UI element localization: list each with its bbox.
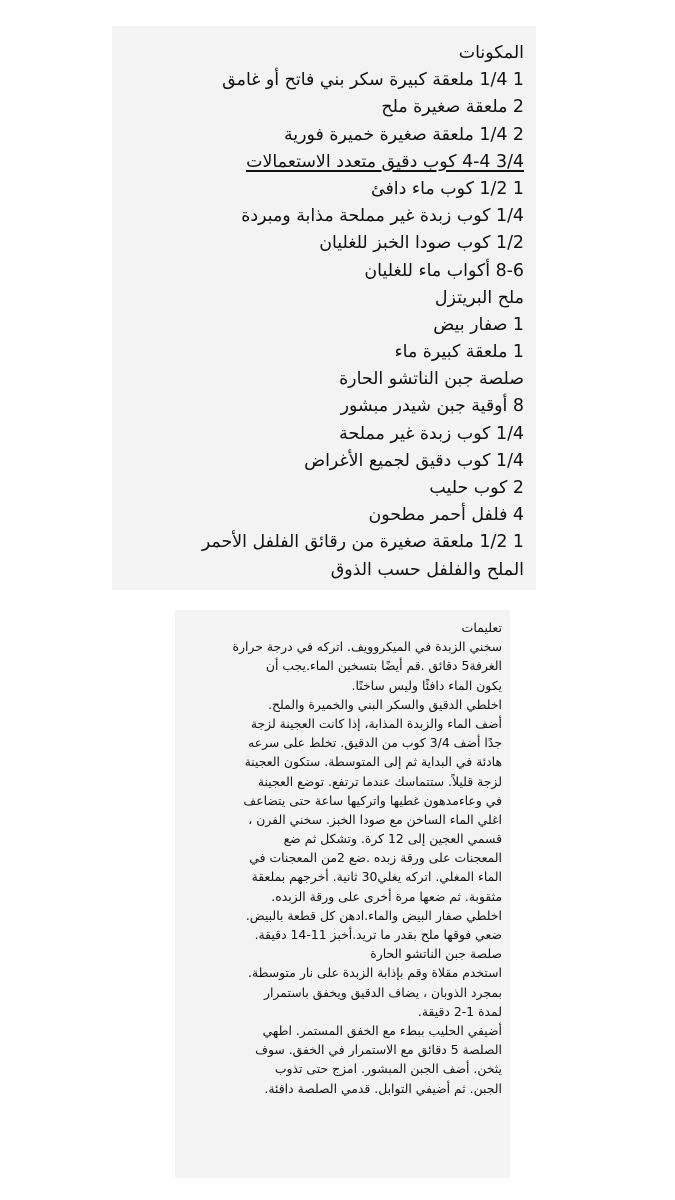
- instruction-line: الصلصة 5 دقائق مع الاستمرار في الخفق. سوف: [255, 1042, 502, 1058]
- instruction-line: الجبن. ثم أضيفي التوابل. قدمي الصلصة دافئة.: [264, 1080, 502, 1096]
- ingredient-item: 1 ملعقة كبيرة ماء: [394, 342, 524, 363]
- ingredient-item: 4 فلفل أحمر مطحون: [368, 505, 524, 526]
- ingredient-item: 2 كوب حليب: [429, 478, 524, 498]
- ingredient-item: 1/2 كوب صودا الخبز للغليان: [319, 233, 524, 254]
- instruction-line: المعجنات على ورقة زبده .ضع 2من المعجنات في: [249, 850, 502, 866]
- instruction-line: جدًا أضف 3/4 كوب من الدقيق. تخلط على سرعه: [248, 735, 502, 751]
- ingredient-section-heading: ملح البريتزل: [434, 287, 524, 308]
- ingredient-item: الملح والفلفل حسب الذوق: [330, 559, 524, 580]
- instruction-line: بمجرد الذوبان ، يضاف الدقيق ويخفق باستمرار: [264, 984, 502, 1000]
- ingredient-item: 1/4 كوب دقيق لجميع الأغراض: [304, 450, 524, 471]
- ingredient-item: 1/4 كوب زبدة غير مملحة: [339, 423, 524, 444]
- ingredient-item: 1/4 كوب زبدة غير مملحة مذابة ومبردة: [241, 206, 524, 227]
- instruction-line: مثقوبة. ثم ضعها مرة أخرى على ورقة الزبده.: [271, 888, 502, 904]
- instructions-title: تعليمات: [461, 620, 502, 635]
- ingredient-item: 2 ملعقة صغيرة ملح: [381, 97, 524, 118]
- instruction-line: الماء المغلي. اتركه يغلي30 ثانية. أخرجهم بملعقة: [251, 869, 502, 885]
- instruction-line: الغرفة5 دقائق .قم أيضًا بتسخين الماء.يجب أن: [265, 658, 502, 674]
- ingredient-item-underlined: 3/4 4-4 كوب دقيق متعدد الاستعمالات: [246, 151, 524, 172]
- instruction-line: أضيفي الحليب ببطء مع الخفق المستمر. اطهي: [262, 1022, 502, 1038]
- ingredient-item: 1 1/2 ملعقة صغيرة من رقائق الفلفل الأحمر: [201, 532, 524, 553]
- ingredient-item: 1 1/2 كوب ماء دافئ: [370, 178, 524, 199]
- instruction-line: لزجة قليلاً. ستتماسك عندما ترتفع. توضع العجينة: [257, 773, 502, 789]
- instruction-line: أضف الماء والزبدة المذابة، إذا كانت العجينة لزجة: [250, 715, 502, 731]
- ingredient-item: 1 1/4 ملعقة كبيرة سكر بني فاتح أو غامق: [222, 70, 524, 91]
- instruction-line: اخلطي الدقيق والسكر البني والخميرة والملح.: [268, 696, 502, 712]
- instruction-line: اخلطي صفار البيض والماء.ادهن كل قطعة بالبيض.: [245, 907, 502, 923]
- instruction-subheading: صلصة جبن الناتشو الحارة: [370, 946, 502, 962]
- instruction-line: هادئة في البداية ثم إلى المتوسطة. ستكون العجينة: [244, 754, 502, 770]
- instructions-card: [175, 610, 510, 1178]
- ingredients-title: المكونات: [458, 43, 524, 63]
- ingredient-item: 2 1/4 ملعقة صغيرة خميرة فورية: [283, 124, 524, 145]
- instruction-line: سخني الزبدة في الميكروويف. اتركه في درجة حرارة: [232, 639, 502, 655]
- instruction-line: يثخن. أضف الجبن المبشور. امزج حتى تذوب: [274, 1061, 502, 1077]
- instruction-line: اغلي الماء الساخن مع صودا الخبز. سخني الفرن ،: [248, 811, 502, 827]
- ingredient-item: 8 أوقية جبن شيدر مبشور: [340, 396, 524, 417]
- ingredient-item: 1 صفار بيض: [433, 314, 524, 335]
- ingredient-item: 8-6 أكواب ماء للغليان: [364, 260, 524, 281]
- instruction-line: لمدة 1-2 دقيقة.: [417, 1003, 502, 1019]
- ingredient-section-heading: صلصة جبن الناتشو الحارة: [339, 369, 524, 390]
- instruction-line: ضعي فوقها ملح بقدر ما تريد.أخبز 11-14 دقيقة.: [254, 927, 502, 942]
- instruction-line: استخدم مقلاة وقم بإذابة الزبدة على نار متوسطة.: [248, 965, 502, 981]
- instruction-line: في وعاءمدهون غطيها واتركيها ساعة حتى يتضاعف: [243, 792, 502, 808]
- instruction-line: يكون الماء دافئًا وليس ساخنًا.: [351, 677, 502, 693]
- ingredients-card: [112, 26, 536, 590]
- instruction-line: قسمي العجين إلى 12 كرة. وتشكل ثم ضع: [283, 831, 502, 847]
